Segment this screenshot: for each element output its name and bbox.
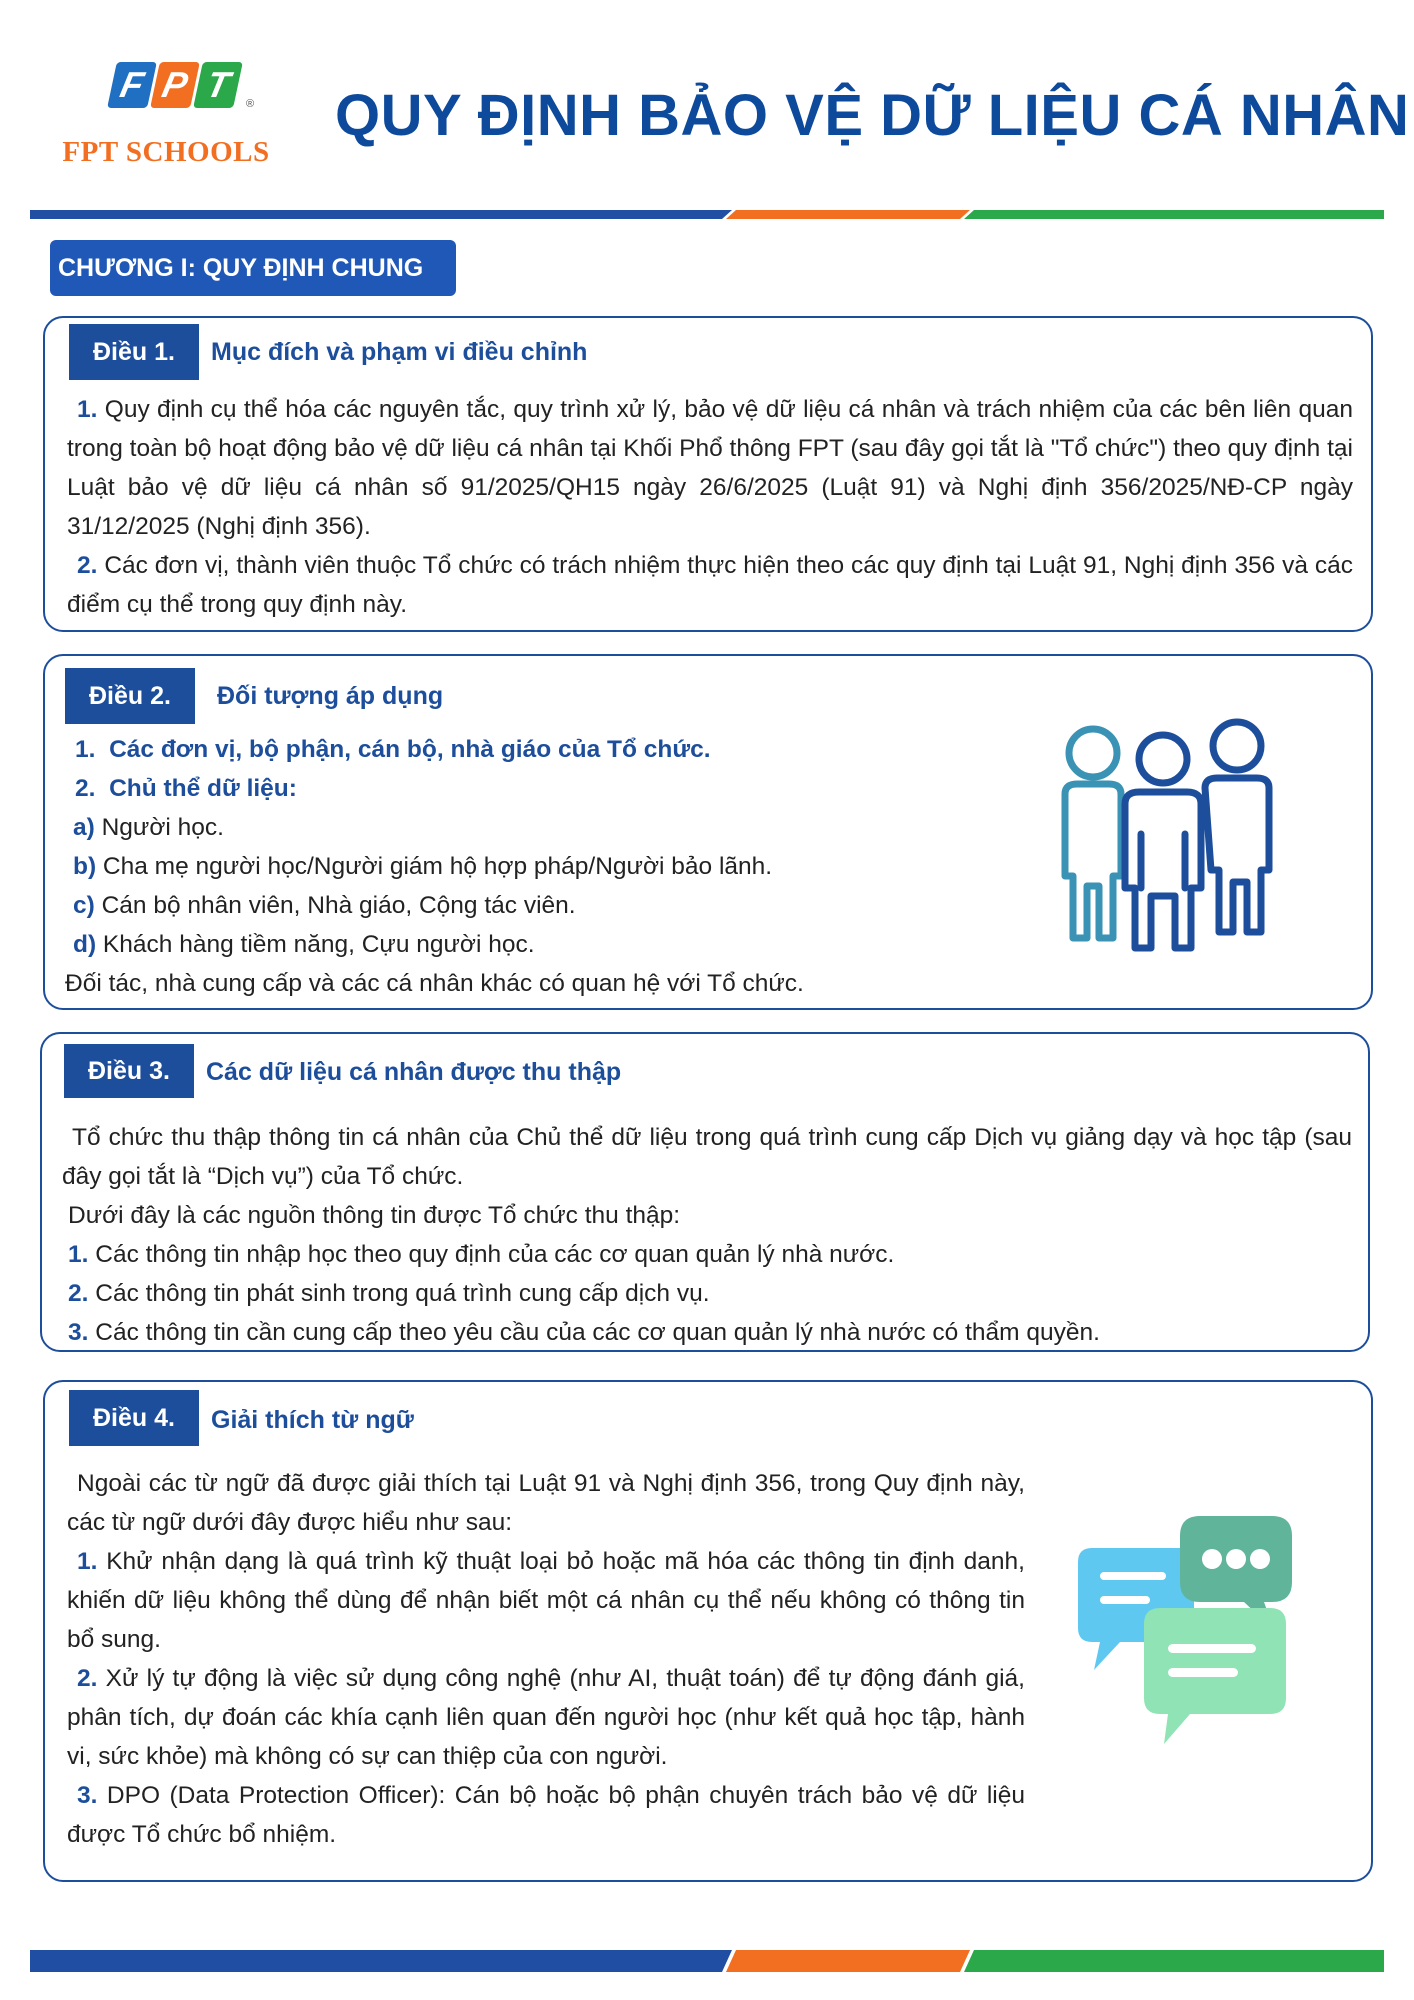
list-item: 3. DPO (Data Protection Officer): Cán bộ hoặc bộ phận chuyên trách bảo vệ dữ liệu được Tổ chức bổ nhiệm. [67,1782,1025,1848]
page-title: QUY ĐỊNH BẢO VỆ DỮ LIỆU CÁ NHÂN [335,83,1410,148]
article-3-tag: Điều 3. [64,1044,194,1098]
list-item: 2. Các đơn vị, thành viên thuộc Tổ chức có trách nhiệm thực hiện theo các quy định tại Luật 91, Nghị định 356 và các điểm cụ thể trong quy định này. [67,552,1353,618]
chapter-label: CHƯƠNG I: QUY ĐỊNH CHUNG [50,240,456,296]
article-2-tag: Điều 2. [65,668,195,724]
logo-letter-t: T [193,62,243,108]
list-item: 2. Các thông tin phát sinh trong quá trình cung cấp dịch vụ. [68,1280,710,1307]
article-3-body [62,1118,1352,1352]
logo-letter-p: P [150,62,200,108]
article-3-box [40,1032,1370,1352]
footer-divider [30,1950,1384,1972]
article-2-footer: Đối tác, nhà cung cấp và các cá nhân khác có quan hệ với Tổ chức. [65,970,804,997]
list-item: 1. Quy định cụ thể hóa các nguyên tắc, quy trình xử lý, bảo vệ dữ liệu cá nhân và trách nhiệm của các bên liên quan trong toàn bộ hoạt động bảo vệ dữ liệu cá nhân tại Khối Phổ thông FPT (sau đây gọi tắt là "Tổ chức") theo quy định tại Luật bảo vệ dữ liệu cá nhân số 91/2025/QH15 ngày 26/6/2025 (Luật 91) và Nghị định 356/2025/NĐ-CP ngày 31/12/2025 (Nghị định 356). [67,396,1353,540]
list-item: 3. Các thông tin cần cung cấp theo yêu cầu của các cơ quan quản lý nhà nước có thẩm quyền. [68,1319,1100,1346]
logo-letter-f: F [107,62,157,108]
sub-item: d) Khách hàng tiềm năng, Cựu người học. [73,931,535,958]
article-3-lead: Dưới đây là các nguồn thông tin được Tổ chức thu thập: [68,1202,681,1229]
article-3-intro: Tổ chức thu thập thông tin cá nhân của Chủ thể dữ liệu trong quá trình cung cấp Dịch vụ giảng dạy và học tập (sau đây gọi tắt là “Dịch vụ”) của Tổ chức. [62,1124,1352,1190]
list-item: 1. Các đơn vị, bộ phận, cán bộ, nhà giáo của Tổ chức. [75,736,711,763]
fpt-schools-logo [46,58,286,178]
people-group-icon [1045,716,1295,956]
article-2-box [43,654,1373,1010]
article-4-heading: Giải thích từ ngữ [211,1406,414,1434]
article-4-intro: Ngoài các từ ngữ đã được giải thích tại Luật 91 và Nghị định 356, trong Quy định này, các từ ngữ dưới đây được hiểu như sau: [67,1470,1025,1536]
article-4-tag: Điều 4. [69,1390,199,1446]
article-1-box [43,316,1373,632]
header-divider [30,210,1384,219]
list-item: 1. Các thông tin nhập học theo quy định của các cơ quan quản lý nhà nước. [68,1241,895,1268]
article-3-heading: Các dữ liệu cá nhân được thu thập [206,1058,622,1086]
article-4-body [67,1464,1025,1854]
article-2-heading: Đối tượng áp dụng [217,682,444,710]
chat-bubbles-icon [1060,1512,1310,1752]
article-2-body [65,730,1045,1003]
list-item: 1. Khử nhận dạng là quá trình kỹ thuật loại bỏ hoặc mã hóa các thông tin định danh, khiến dữ liệu không thể dùng để nhận biết một cá nhân cụ thể nếu không có thông tin bổ sung. [67,1548,1025,1653]
article-1-body [67,390,1353,624]
sub-item: c) Cán bộ nhân viên, Nhà giáo, Cộng tác viên. [73,892,576,919]
article-4-box [43,1380,1373,1882]
article-1-heading: Mục đích và phạm vi điều chỉnh [211,338,588,366]
registered-mark-icon: ® [246,98,255,110]
list-item: 2. Xử lý tự động là việc sử dụng công nghệ (như AI, thuật toán) để tự động đánh giá, phân tích, dự đoán các khía cạnh liên quan đến người học (như kết quả học tập, hành vi, sức khỏe) mà không có sự can thiệp của con người. [67,1665,1025,1770]
sub-item: b) Cha mẹ người học/Người giám hộ hợp pháp/Người bảo lãnh. [73,853,773,880]
article-1-tag: Điều 1. [69,324,199,380]
list-item: 2. Chủ thể dữ liệu: [75,775,297,802]
sub-item: a) Người học. [73,814,224,841]
logo-wordmark: FPT SCHOOLS [62,136,270,168]
fpt-logo-mark [112,62,238,108]
